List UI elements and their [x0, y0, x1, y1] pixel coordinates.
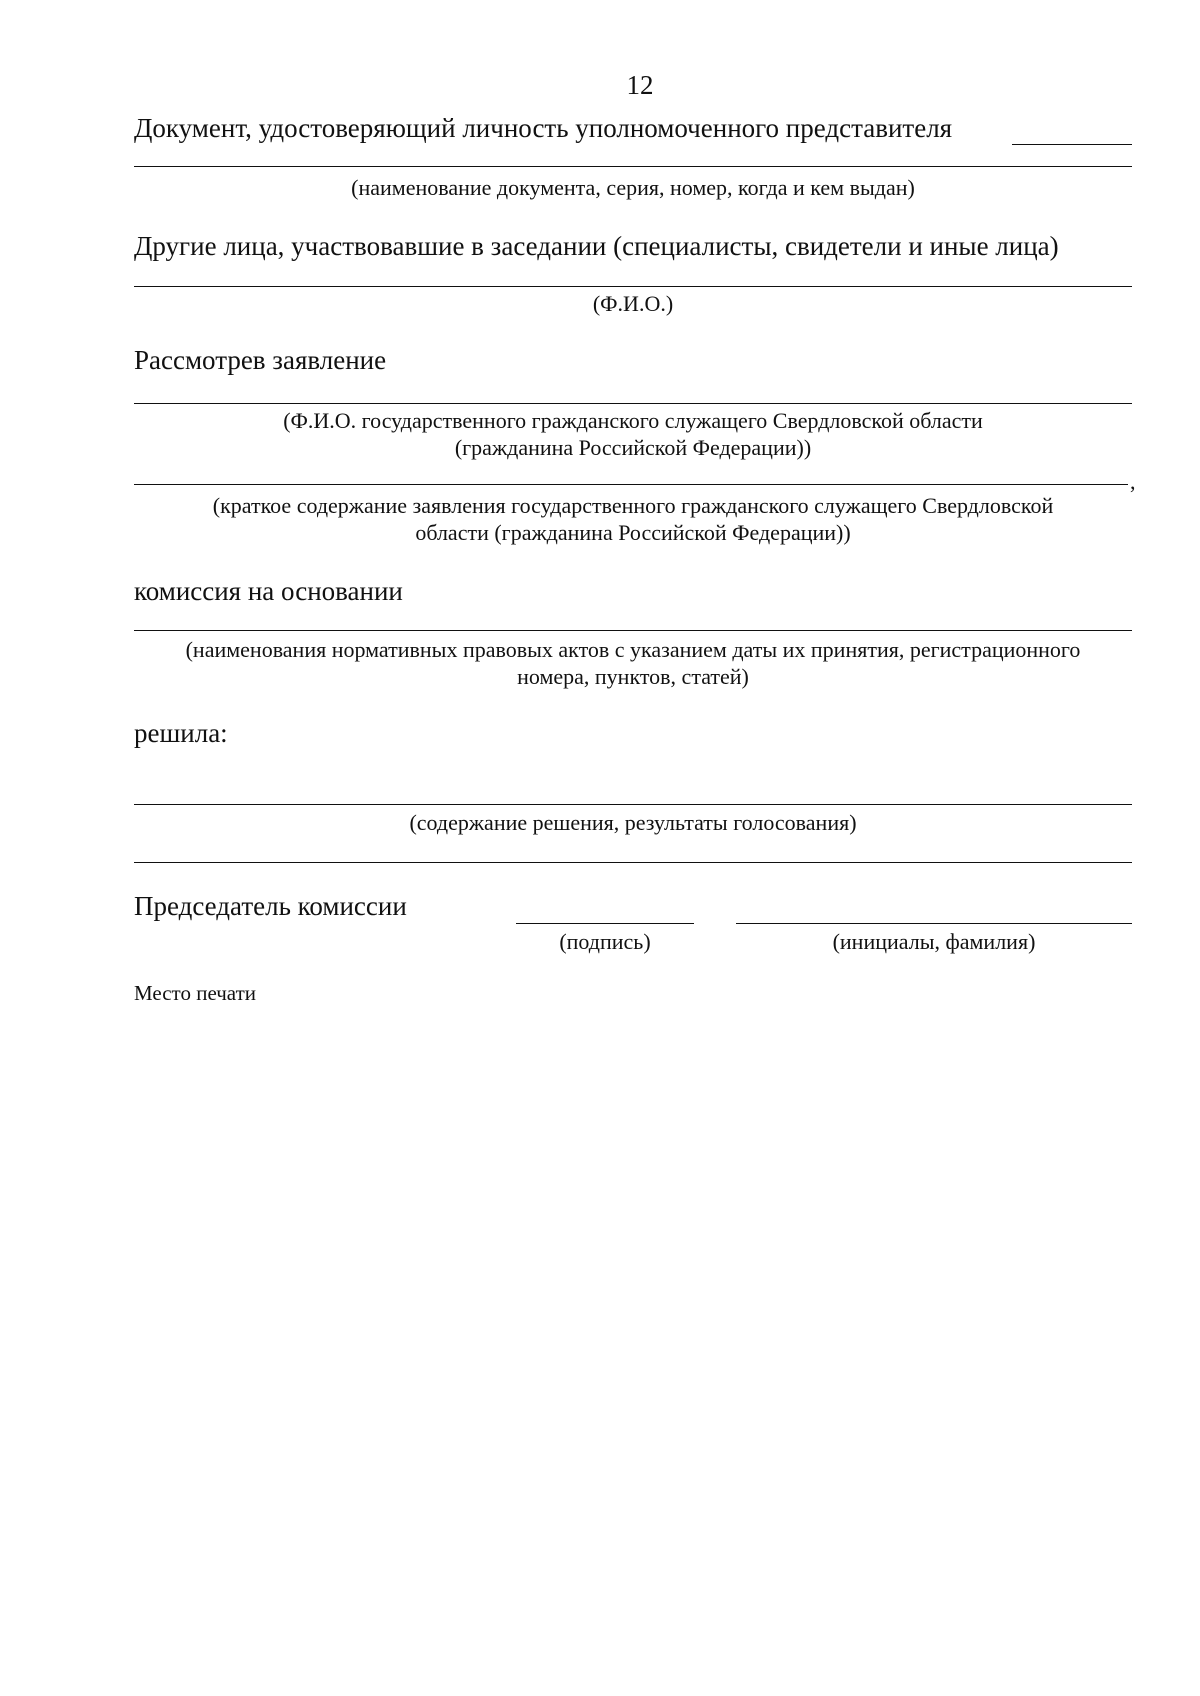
page-number: 12 — [626, 70, 654, 100]
other-persons-caption: (Ф.И.О.) — [592, 291, 674, 316]
other-persons-field[interactable] — [134, 286, 1132, 287]
chairman-name-caption: (инициалы, фамилия) — [832, 929, 1036, 954]
application-trailing-comma: , — [1130, 469, 1136, 494]
chairman-name-field[interactable] — [736, 923, 1132, 924]
application-name-caption-line-2: (гражданина Российской Федерации)) — [454, 435, 812, 460]
application-content-caption-line-2: области (гражданина Российской Федерации)) — [415, 520, 851, 545]
basis-caption-line-1: (наименования нормативных правовых актов с указанием даты их принятия, регистрационного — [185, 637, 1081, 662]
chairman-label: Председатель комиссии — [134, 891, 407, 921]
decision-label: решила: — [134, 718, 228, 748]
application-label: Рассмотрев заявление — [134, 345, 387, 375]
decision-field[interactable] — [134, 804, 1132, 805]
decision-caption: (содержание решения, результаты голосования) — [409, 810, 857, 835]
application-name-field[interactable] — [134, 403, 1132, 404]
representative-document-field-inline[interactable] — [1012, 144, 1132, 145]
representative-document-field[interactable] — [134, 166, 1132, 167]
application-content-caption-line-1: (краткое содержание заявления государственного гражданского служащего Свердловской — [212, 493, 1054, 518]
application-content-field[interactable] — [134, 484, 1128, 485]
decision-field-continuation[interactable] — [134, 862, 1132, 863]
seal-place-label: Место печати — [134, 981, 257, 1005]
basis-caption-line-2: номера, пунктов, статей) — [517, 664, 749, 689]
chairman-signature-field[interactable] — [516, 923, 694, 924]
basis-field[interactable] — [134, 630, 1132, 631]
chairman-signature-caption: (подпись) — [559, 929, 651, 954]
application-name-caption-line-1: (Ф.И.О. государственного гражданского служащего Свердловской области — [283, 408, 983, 433]
other-persons-label: Другие лица, участвовавшие в заседании (специалисты, свидетели и иные лица) — [134, 231, 1059, 261]
basis-label: комиссия на основании — [134, 576, 403, 606]
representative-document-caption: (наименование документа, серия, номер, когда и кем выдан) — [351, 175, 915, 200]
representative-document-label: Документ, удостоверяющий личность уполномоченного представителя — [134, 113, 953, 143]
